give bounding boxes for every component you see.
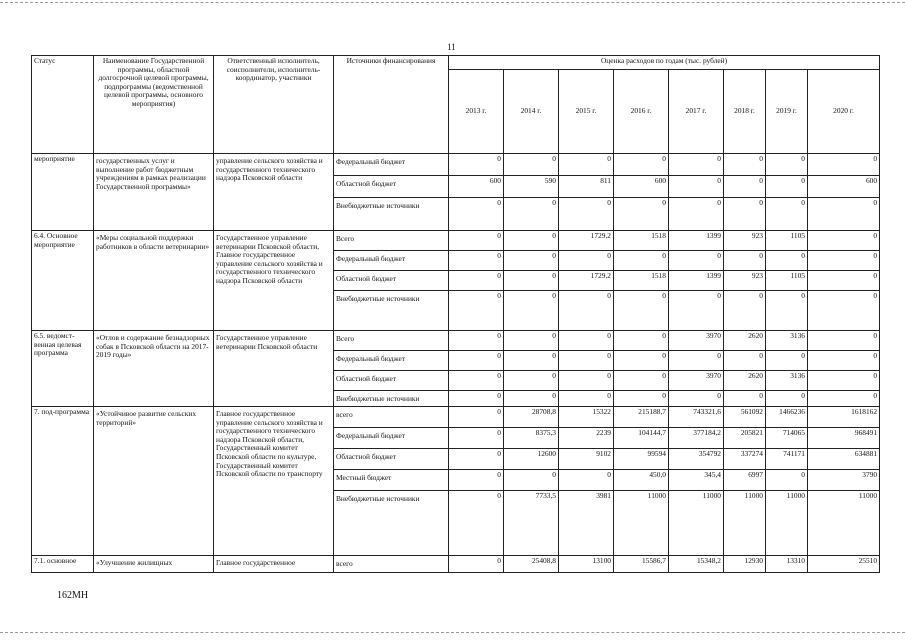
group-name: государственных услуг и выполнение работ бюджетным учреждениям в рамках реализации Государственной программы»	[94, 154, 214, 231]
expense-value: 600	[449, 176, 504, 198]
expense-value: 215188,7	[614, 407, 669, 428]
expense-value: 811	[559, 176, 614, 198]
expense-value: 0	[449, 331, 504, 351]
expense-value: 104144,7	[614, 428, 669, 449]
expense-value: 0	[724, 251, 766, 271]
expense-value: 0	[504, 291, 559, 331]
expense-value: 0	[808, 154, 880, 176]
expense-value: 0	[669, 176, 724, 198]
expense-value: 0	[669, 251, 724, 271]
expense-value: 0	[504, 198, 559, 231]
page-number: 11	[447, 42, 456, 52]
expense-value: 0	[559, 391, 614, 407]
expense-value: 0	[669, 351, 724, 371]
expense-value: 561092	[724, 407, 766, 428]
group-status: мероприятие	[32, 154, 94, 231]
expense-value: 0	[449, 371, 504, 391]
expense-value: 968491	[808, 428, 880, 449]
funding-source: всего	[334, 556, 449, 573]
expense-value: 15586,7	[614, 556, 669, 573]
expense-value: 0	[449, 491, 504, 556]
expense-value: 0	[614, 331, 669, 351]
expense-value: 0	[724, 351, 766, 371]
expense-value: 11000	[724, 491, 766, 556]
group-status: 6.4. Основное мероприятие	[32, 231, 94, 331]
expense-value: 0	[766, 198, 808, 231]
bottom-border-line	[0, 632, 905, 633]
expense-value: 0	[504, 470, 559, 491]
expense-value: 1618162	[808, 407, 880, 428]
expense-value: 0	[614, 391, 669, 407]
header-costs: Оценка расходов по годам (тыс. рублей)	[449, 56, 880, 70]
expense-value: 0	[449, 351, 504, 371]
funding-source: Областной бюджет	[334, 371, 449, 391]
funding-source: Федеральный бюджет	[334, 351, 449, 371]
expense-value: 6997	[724, 470, 766, 491]
document-code: 162МН	[57, 590, 89, 601]
expense-value: 1518	[614, 231, 669, 251]
expense-value: 714065	[766, 428, 808, 449]
header-year: 2018 г.	[724, 70, 766, 154]
expense-value: 0	[808, 331, 880, 351]
group-name: «Устойчивое развитие сельских территорий»	[94, 407, 214, 556]
expense-value: 8375,3	[504, 428, 559, 449]
group-status: 7.1. основное	[32, 556, 94, 573]
expense-value: 0	[808, 271, 880, 291]
expense-value: 0	[808, 391, 880, 407]
expense-value: 0	[766, 351, 808, 371]
expense-value: 0	[808, 291, 880, 331]
expense-value: 3136	[766, 371, 808, 391]
expense-value: 3970	[669, 371, 724, 391]
expense-value: 0	[504, 271, 559, 291]
expense-value: 1729,2	[559, 271, 614, 291]
group-responsible: Государственное управление ветеринарии Псковской области	[214, 331, 334, 407]
funding-source: Областной бюджет	[334, 271, 449, 291]
expense-value: 923	[724, 271, 766, 291]
expense-value: 0	[766, 470, 808, 491]
expense-value: 923	[724, 231, 766, 251]
expense-value: 1466236	[766, 407, 808, 428]
header-year: 2015 г.	[559, 70, 614, 154]
expense-value: 0	[504, 351, 559, 371]
expense-value: 354792	[669, 449, 724, 470]
expense-value: 0	[504, 391, 559, 407]
expense-value: 25408,8	[504, 556, 559, 573]
expense-value: 0	[449, 154, 504, 176]
expense-value: 0	[808, 371, 880, 391]
expense-value: 0	[504, 231, 559, 251]
expense-value: 11000	[766, 491, 808, 556]
expense-value: 0	[614, 198, 669, 231]
expense-value: 13100	[559, 556, 614, 573]
expense-value: 0	[449, 251, 504, 271]
expense-value: 3981	[559, 491, 614, 556]
funding-source: Областной бюджет	[334, 176, 449, 198]
expense-value: 0	[559, 351, 614, 371]
expense-value: 0	[449, 271, 504, 291]
expense-value: 1105	[766, 271, 808, 291]
expense-value: 15322	[559, 407, 614, 428]
header-year: 2013 г.	[449, 70, 504, 154]
expense-value: 377184,2	[669, 428, 724, 449]
header-name: Наименование Государственной программы, областной долгосрочной целевой программы, подпрограммы (ведомственной целевой программы, основного мероприятия)	[94, 56, 214, 154]
expense-value: 743321,6	[669, 407, 724, 428]
funding-source: Федеральный бюджет	[334, 154, 449, 176]
funding-source: всего	[334, 407, 449, 428]
expense-value: 0	[449, 407, 504, 428]
table-row	[32, 407, 880, 428]
header-status: Статус	[32, 56, 94, 154]
expense-value: 11000	[669, 491, 724, 556]
funding-source: Федеральный бюджет	[334, 251, 449, 271]
expense-value: 25510	[808, 556, 880, 573]
header-year: 2016 г.	[614, 70, 669, 154]
expense-value: 99594	[614, 449, 669, 470]
expense-value: 3790	[808, 470, 880, 491]
expense-value: 337274	[724, 449, 766, 470]
group-responsible: Государственное управление ветеринарии Псковской области, Главное государственное управление сельского хозяйства и государственного технического надзора Псковской области	[214, 231, 334, 331]
header-year: 2020 г.	[808, 70, 880, 154]
group-responsible: Главное государственное управление сельского хозяйства и государственного технического надзора Псковской области, Государственный комитет Псковской области по культуре, Государственный комитет Псковской области по транспорту	[214, 407, 334, 556]
expense-value: 11000	[614, 491, 669, 556]
funding-source: Всего	[334, 331, 449, 351]
table-row	[32, 331, 880, 351]
expense-value: 1399	[669, 231, 724, 251]
expense-value: 28708,8	[504, 407, 559, 428]
expense-value: 0	[504, 331, 559, 351]
expense-value: 2239	[559, 428, 614, 449]
group-responsible: управление сельского хозяйства и государственного технического надзора Псковской области	[214, 154, 334, 231]
expense-value: 3136	[766, 331, 808, 351]
funding-source: Областной бюджет	[334, 449, 449, 470]
expense-value: 0	[808, 251, 880, 271]
expense-value: 205821	[724, 428, 766, 449]
expense-value: 0	[559, 154, 614, 176]
funding-source: Внебюджетные источники	[334, 198, 449, 231]
expense-value: 1729,2	[559, 231, 614, 251]
expense-value: 0	[614, 371, 669, 391]
expense-value: 11000	[808, 491, 880, 556]
expense-value: 12930	[724, 556, 766, 573]
expense-value: 0	[614, 251, 669, 271]
expense-value: 600	[808, 176, 880, 198]
group-status: 6.5. ведомст-венная целевая программа	[32, 331, 94, 407]
expense-value: 345,4	[669, 470, 724, 491]
expense-value: 741171	[766, 449, 808, 470]
expense-value: 0	[504, 251, 559, 271]
expense-value: 0	[559, 331, 614, 351]
expense-value: 1518	[614, 271, 669, 291]
expense-value: 0	[808, 351, 880, 371]
expense-value: 15348,2	[669, 556, 724, 573]
header-year: 2019 г.	[766, 70, 808, 154]
expense-value: 590	[504, 176, 559, 198]
funding-source: Федеральный бюджет	[334, 428, 449, 449]
expense-value: 0	[724, 176, 766, 198]
table-row	[32, 556, 880, 573]
expense-value: 0	[449, 449, 504, 470]
expense-value: 0	[766, 291, 808, 331]
expense-value: 0	[559, 371, 614, 391]
expense-value: 0	[669, 291, 724, 331]
expense-value: 0	[449, 470, 504, 491]
funding-source: Внебюджетные источники	[334, 491, 449, 556]
group-name: «Отлов и содержание безнадзорных собак в Псковской области на 2017-2019 годы»	[94, 331, 214, 407]
expense-value: 0	[669, 198, 724, 231]
expense-value: 2620	[724, 371, 766, 391]
expense-value: 0	[724, 291, 766, 331]
expense-value: 9102	[559, 449, 614, 470]
expense-value: 0	[614, 154, 669, 176]
expense-value: 600	[614, 176, 669, 198]
funding-source: Внебюджетные источники	[334, 391, 449, 407]
header-responsible: Ответственный исполнитель, соисполнители, исполнитель-координатор, участники	[214, 56, 334, 154]
expense-value: 13310	[766, 556, 808, 573]
expense-value: 12600	[504, 449, 559, 470]
expense-value: 1105	[766, 231, 808, 251]
table-row	[32, 154, 880, 176]
expense-value: 0	[766, 251, 808, 271]
header-sources: Источники финансирования	[334, 56, 449, 154]
expense-value: 0	[449, 391, 504, 407]
expense-value: 0	[559, 291, 614, 331]
expense-value: 0	[808, 198, 880, 231]
expense-value: 450,0	[614, 470, 669, 491]
funding-source: Всего	[334, 231, 449, 251]
expense-value: 0	[449, 291, 504, 331]
header-year: 2014 г.	[504, 70, 559, 154]
expense-value: 1399	[669, 271, 724, 291]
expenditure-table	[31, 55, 880, 573]
expense-value: 0	[559, 470, 614, 491]
expense-value: 0	[449, 231, 504, 251]
expense-value: 0	[449, 198, 504, 231]
expense-value: 634881	[808, 449, 880, 470]
expense-value: 0	[504, 154, 559, 176]
expense-value: 2620	[724, 331, 766, 351]
expense-value: 3970	[669, 331, 724, 351]
group-name: «Меры социальной поддержки работников в области ветеринарии»	[94, 231, 214, 331]
table-row	[32, 231, 880, 251]
funding-source: Внебюджетные источники	[334, 291, 449, 331]
group-responsible: Главное государственное	[214, 556, 334, 573]
expense-value: 0	[724, 198, 766, 231]
funding-source: Местный бюджет	[334, 470, 449, 491]
expense-value: 0	[449, 556, 504, 573]
expense-value: 0	[724, 154, 766, 176]
expense-value: 7733,5	[504, 491, 559, 556]
expense-value: 0	[724, 391, 766, 407]
expense-value: 0	[766, 176, 808, 198]
expense-value: 0	[766, 154, 808, 176]
group-status: 7. под-программа	[32, 407, 94, 556]
expense-value: 0	[504, 371, 559, 391]
expense-value: 0	[808, 231, 880, 251]
top-border-line	[0, 2, 905, 3]
expense-value: 0	[766, 391, 808, 407]
expense-value: 0	[559, 198, 614, 231]
expense-value: 0	[614, 291, 669, 331]
expense-value: 0	[449, 428, 504, 449]
expense-value: 0	[669, 154, 724, 176]
expense-value: 0	[559, 251, 614, 271]
expense-value: 0	[669, 391, 724, 407]
header-year: 2017 г.	[669, 70, 724, 154]
expense-value: 0	[614, 351, 669, 371]
group-name: «Улучшение жилищных	[94, 556, 214, 573]
